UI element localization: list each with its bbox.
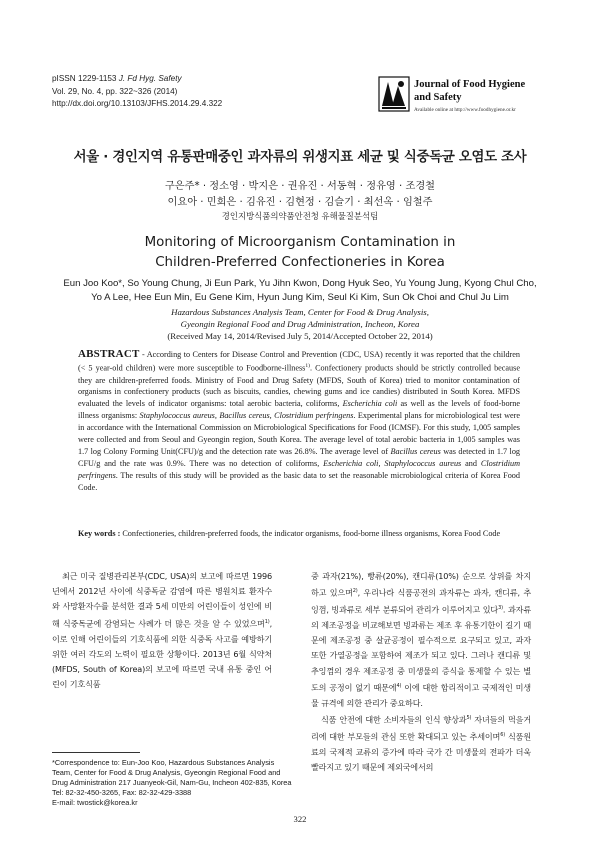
- journal-title: [414, 78, 525, 104]
- citation-ref: 3): [498, 605, 503, 612]
- journal-title-line1: Journal of Food Hygiene: [414, 79, 526, 90]
- body-text: , 우리나라 식품공전의 과자류는 과자, 캔디류, 추잉껌, 빙과류로 세부 분류되어 관리가 이루어지고 있다: [311, 587, 531, 615]
- body-text: 식품원료의 국제적 교류의 증가에 따라 국가 간 미생물의 전파가 더욱 빨라지고 있기 때문에 제외국에서의: [311, 731, 531, 772]
- species-name: Bacillus cereus: [390, 446, 441, 456]
- journal-logo-mark-icon: [378, 76, 410, 112]
- citation-ref: 2): [352, 588, 358, 595]
- abstract-text: as well as the levels of food-borne illness organisms:: [78, 399, 520, 421]
- body-text: . 과자류의 제조공정을 비교해보면 빙과류는 제조 후 유통기한이 길기 때문에 제조공정 중 살균공정이 필수적으로 요구되고 있고, 과자 또한 가열공정을 포함하여 제조가 되고 있다. 그러나 캔디류 및 추잉껌의 경우 제조공정 중 미생물의 증식을 통제할 수 있는 별도의 공정이 없기 때문에: [311, 604, 532, 693]
- journal-website-link[interactable]: Available online at http://www.foodhygiene.or.kr: [414, 107, 516, 113]
- korean-authors-line1: 구은주* · 정소영 · 박지은 · 권유진 · 서동혁 · 정유영 · 조경철: [164, 181, 436, 192]
- body-paragraph: [311, 569, 531, 711]
- citation-ref: 4): [396, 682, 402, 689]
- abstract-text: . Confectionery products should be strictly controlled because they are children-preferred foods. Ministry of Food and Drug Safety (MFDS, South of Korea) tried to monitor contamination of organisms in confectionery products (such as biscuits, candies, chewing gums and ice candies) distributed in South Korea. MFDS evaluated the levels of indicator organisms: total aerobic bacteria, coliforms,: [78, 363, 520, 409]
- body-column-right: [311, 569, 531, 775]
- english-title: [0, 233, 600, 273]
- citation-ref: 1): [305, 362, 310, 369]
- species-name: Clostridium perfringens: [78, 458, 521, 480]
- citation-ref: 1): [264, 618, 270, 625]
- footnote-address: *Correspondence to: Eun-Joo Koo, Hazardous Substances Analysis Team, Center for Food & Drug Analysis, Gyeongin Regional Food and Drug Administration 217 Juanyeok-Gil, Nam-Gu, Incheon 402-835, Korea: [52, 758, 292, 787]
- body-text: 자녀들의 먹을거리에 대한 부모들의 관심 또한 확대되고 있는 추세이며: [311, 714, 532, 742]
- body-text: 이에 대한 합리적이고 국제적인 미생물 규격에 의한 관리가 중요하다.: [311, 682, 531, 708]
- species-name: Escherichia coli, Staphylococcus aureus: [323, 458, 462, 468]
- body-paragraph: [52, 569, 272, 692]
- english-title-line2: Children-Preferred Confectioneries in Korea: [155, 255, 445, 270]
- received-dates: (Received May 14, 2014/Revised July 5, 2014/Accepted October 22, 2014): [167, 331, 433, 341]
- keywords-label: Key words :: [78, 529, 121, 538]
- journal-metadata: [52, 73, 222, 111]
- body-paragraph: [311, 711, 531, 775]
- abstract-label: ABSTRACT: [78, 348, 140, 360]
- english-authors-line2: Yo A Lee, Hee Eun Min, Eu Gene Kim, Hyun Jung Kim, Seul Ki Kim, Sun Ok Choi and Chul Ju Lim: [91, 292, 509, 303]
- english-affiliation-line1: Hazardous Substances Analysis Team, Center for Food & Drug Analysis,: [171, 307, 429, 317]
- citation-ref: 6): [500, 731, 506, 738]
- species-name: Staphylococcus aureus, Bacillus cereus, Clostridium perfringens: [139, 411, 354, 421]
- korean-title: 서울 · 경인지역 유통판매중인 과자류의 위생지표 세균 및 식중독균 오염도 조사: [73, 150, 527, 165]
- page-number: 322: [293, 814, 307, 824]
- body-text: 중 과자(21%), 빵류(20%), 캔디류(10%) 순으로 상위를 차지하고 있으며: [311, 571, 531, 598]
- keywords: [78, 528, 520, 540]
- volume-line: Vol. 29, No. 4, pp. 322~326 (2014): [52, 86, 178, 96]
- abstract-text: . Experimental plans for microbiological test were in accordance with the International Commission on Microbiological Specifications for Food (ICMSF). For this study, 1,005 samples were collected and from Seoul and Gyeongin region, South Korea. The average level of total aerobic bacteria in 1,005 samples was 1.7 log Colony Forming Unit(CFU)/g and the detection rate was 26.8%. The average level of: [78, 411, 520, 456]
- abstract: [78, 349, 520, 494]
- correspondence-footnote: [52, 758, 292, 808]
- abstract-text: and: [461, 458, 481, 468]
- journal-abbreviation: J. Fd Hyg. Safety: [118, 74, 182, 83]
- english-title-line1: Monitoring of Microorganism Contamination in: [144, 235, 456, 250]
- keywords-text: Confectioneries, children-preferred foods, the indicator organisms, food-borne illness organisms, Korea Food Code: [120, 529, 501, 538]
- journal-title-line2: and Safety: [414, 92, 462, 103]
- abstract-text: - According to Centers for Disease Control and Prevention (CDC, USA) recently it was reported that the children (< 5 year-old children) were more susceptible to Foodborne-illness: [78, 350, 520, 373]
- english-authors: [30, 277, 570, 305]
- body-text: 최근 미국 질병관리본부(CDC, USA)의 보고에 따르면 1996년에서 2012년 사이에 식중독균 감염에 따른 병원치료 환자수와 사망환자수를 분석한 결과 5세 미만의 어린이들이 성인에 비해 식중독균에 감염되는 사례가 더 많은 것을 알 수 있었으며: [52, 571, 272, 629]
- korean-authors: [0, 179, 600, 211]
- english-affiliation: [0, 306, 600, 330]
- footnote-phone: Tel: 82-32-450-3265, Fax: 82-32-429-3388: [52, 787, 192, 797]
- footnote-divider: [52, 752, 140, 753]
- abstract-text: was detected in 1.7 log CFU/g and the rate was 0.9%. There was no detection of coliforms,: [78, 446, 521, 468]
- body-column-left: [52, 569, 272, 692]
- body-text: 식품 안전에 대한 소비자들의 인식 향상과: [321, 714, 467, 725]
- issn: pISSN 1229-1153: [52, 74, 119, 83]
- citation-ref: 5): [466, 714, 472, 721]
- doi-link[interactable]: http://dx.doi.org/10.13103/JFHS.2014.29.4.322: [52, 99, 223, 108]
- journal-logo: [378, 76, 554, 120]
- abstract-text: . The results of this study will be provided as the basic data to set the reasonable microbiological criteria of Korea Food Code.: [78, 470, 520, 492]
- english-authors-line1: Eun Joo Koo*, So Young Chung, Ji Eun Park, Yu Jihn Kwon, Dong Hyuk Seo, Yu Young Jung, Kyong Chul Cho,: [63, 278, 537, 289]
- korean-authors-line2: 이요아 · 민희은 · 김유진 · 김현정 · 김슬기 · 최선옥 · 임철주: [167, 197, 433, 208]
- issn-line: [52, 73, 222, 86]
- english-affiliation-line2: Gyeongin Regional Food and Drug Administration, Incheon, Korea: [180, 319, 420, 329]
- korean-affiliation: 경인지방식품의약품안전청 유해물질분석팀: [221, 211, 379, 221]
- body-text: , 이로 인해 어린이들의 기호식품에 의한 식중독 사고를 예방하기 위한 여러 각도의 노력이 필요한 상황이다. 2013년 6월 식약처(MFDS, South of Korea)의 보고에 따르면 국내 유통 중인 어린이 기호식품: [52, 618, 272, 690]
- footnote-email[interactable]: E-mail: twostick@korea.kr: [52, 797, 138, 807]
- species-name: Escherichia coli: [342, 399, 398, 409]
